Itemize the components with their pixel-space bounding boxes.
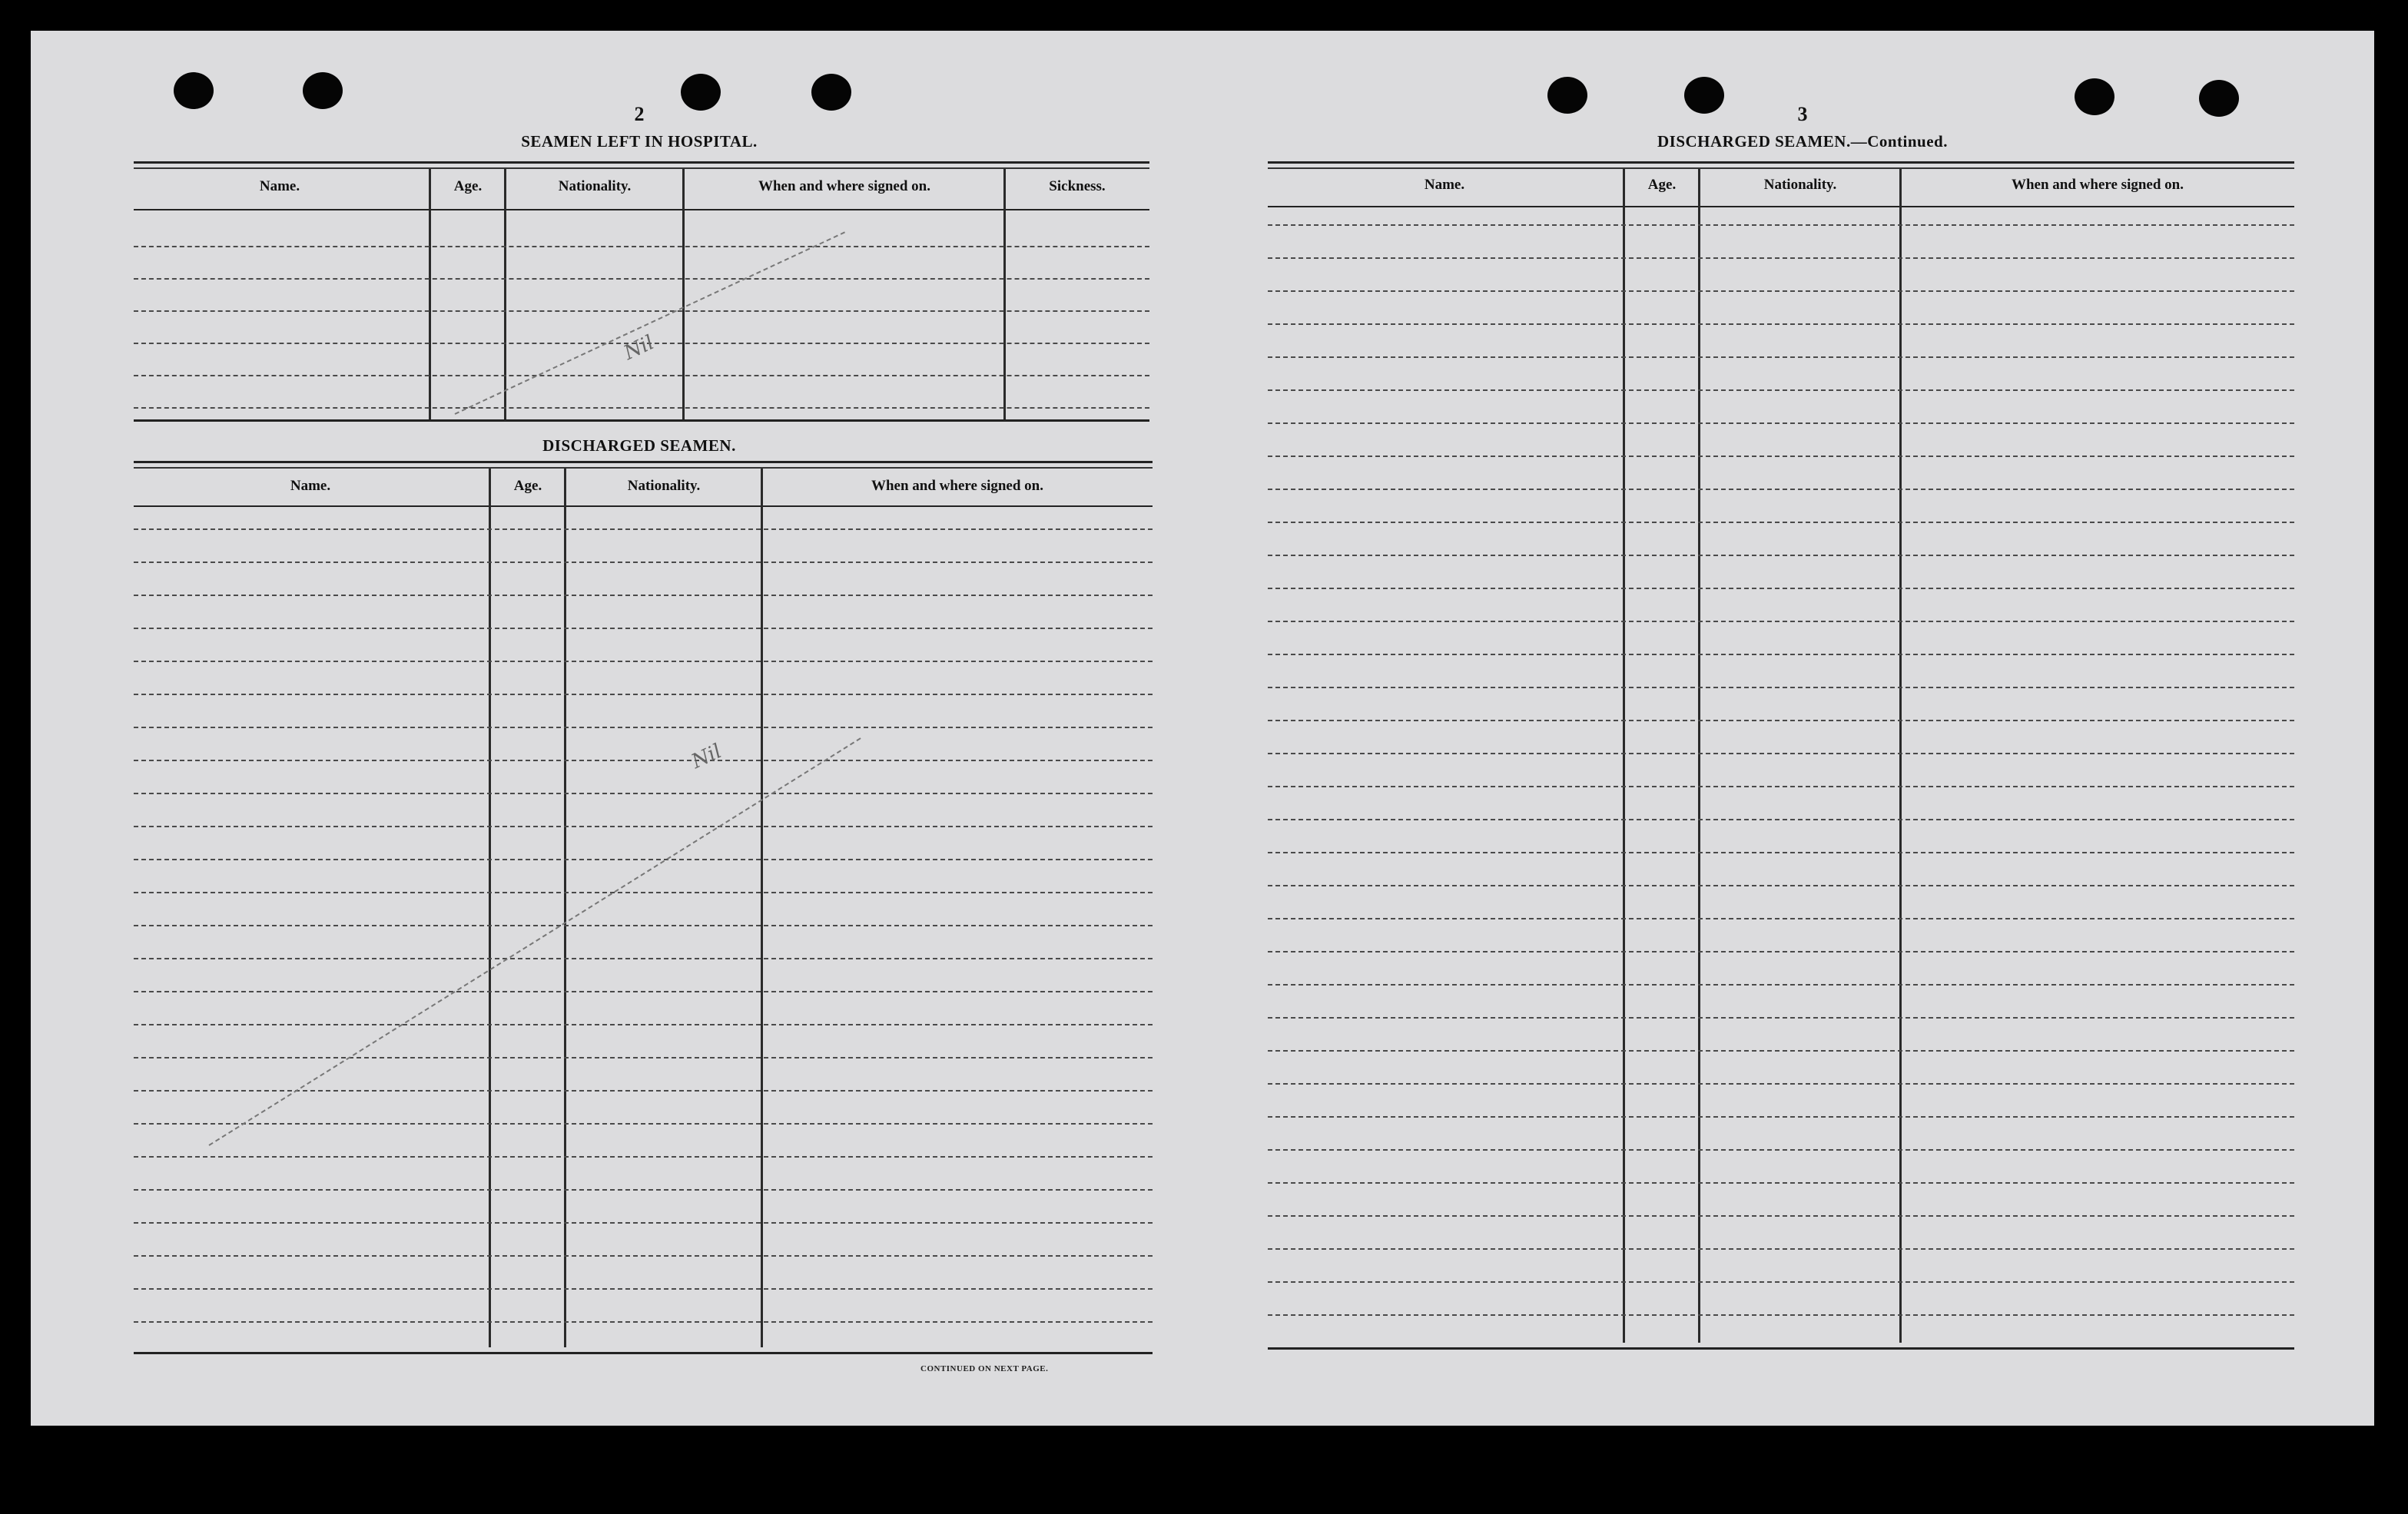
ruled-line xyxy=(134,859,1153,860)
column-header-signed-on: When and where signed on. xyxy=(871,478,1043,494)
ruled-line xyxy=(134,1057,1153,1058)
hospital-table xyxy=(134,161,1149,422)
ruled-line xyxy=(134,1222,1153,1224)
ruled-line xyxy=(1268,1182,2294,1184)
ruled-line xyxy=(134,1156,1153,1158)
ruled-line xyxy=(134,991,1153,992)
column-header-name: Name. xyxy=(259,178,300,194)
ruled-line xyxy=(1268,1149,2294,1151)
ruled-line xyxy=(1268,1314,2294,1316)
discharged-section-title: DISCHARGED SEAMEN. xyxy=(542,436,736,455)
ruled-line xyxy=(1268,323,2294,325)
ruled-line xyxy=(134,1090,1153,1092)
column-header-age: Age. xyxy=(1647,177,1677,193)
ruled-line xyxy=(134,760,1153,761)
ruled-line xyxy=(1268,1281,2294,1283)
right-page xyxy=(1265,69,2328,1390)
continued-note: CONTINUED ON NEXT PAGE. xyxy=(920,1364,1049,1373)
ruled-line xyxy=(1268,852,2294,853)
ruled-line xyxy=(134,727,1153,728)
page-number: 3 xyxy=(1797,103,1808,125)
ruled-line xyxy=(134,1288,1153,1290)
ruled-line xyxy=(1268,1248,2294,1250)
ruled-line xyxy=(1268,356,2294,358)
column-header-nationality: Nationality. xyxy=(627,478,701,494)
ruled-line xyxy=(134,1255,1153,1257)
ruled-line xyxy=(134,595,1153,596)
ruled-line xyxy=(1268,918,2294,919)
ruled-line xyxy=(134,1024,1153,1025)
strike-through-line xyxy=(455,231,845,414)
ruled-line xyxy=(1268,1050,2294,1052)
ruled-line xyxy=(134,694,1153,695)
ruled-line xyxy=(1268,621,2294,622)
ruled-line xyxy=(1268,1083,2294,1085)
ruled-line xyxy=(1268,1017,2294,1019)
ruled-line xyxy=(1268,1215,2294,1217)
column-header-signed-on: When and where signed on. xyxy=(758,178,930,194)
column-header-age: Age. xyxy=(513,478,542,494)
column-header-name: Name. xyxy=(1424,177,1465,193)
ruled-line xyxy=(1268,257,2294,259)
column-header-sickness: Sickness. xyxy=(1049,178,1106,194)
discharged-table xyxy=(134,461,1153,1360)
handwritten-nil: Nil xyxy=(620,331,658,365)
ruled-line xyxy=(1268,389,2294,391)
ruled-line xyxy=(134,528,1153,530)
hospital-section-title: SEAMEN LEFT IN HOSPITAL. xyxy=(521,132,758,151)
ruled-line xyxy=(134,1189,1153,1191)
ruled-line xyxy=(1268,290,2294,292)
left-page xyxy=(101,69,1154,1390)
discharged-continued-table xyxy=(1268,161,2294,1360)
ruled-line xyxy=(1268,720,2294,721)
ruled-line xyxy=(134,826,1153,827)
ruled-line xyxy=(134,1123,1153,1125)
ruled-line xyxy=(1268,819,2294,820)
ruled-line xyxy=(134,562,1153,563)
ruled-line xyxy=(1268,885,2294,886)
ruled-line xyxy=(134,925,1153,926)
column-header-age: Age. xyxy=(453,178,483,194)
ruled-line xyxy=(1268,522,2294,523)
ruled-line xyxy=(134,1321,1153,1323)
ruled-line xyxy=(1268,224,2294,226)
ruled-line xyxy=(134,892,1153,893)
ruled-line xyxy=(134,793,1153,794)
strike-through-line xyxy=(208,737,861,1146)
ruled-line xyxy=(1268,1116,2294,1118)
ruled-line xyxy=(1268,456,2294,457)
column-header-signed-on: When and where signed on. xyxy=(2011,177,2184,193)
right-section-title: DISCHARGED SEAMEN.—Continued. xyxy=(1657,132,1948,151)
ruled-line xyxy=(1268,555,2294,556)
ruled-line xyxy=(1268,984,2294,986)
ruled-line xyxy=(134,661,1153,662)
ruled-line xyxy=(134,958,1153,959)
page-number: 2 xyxy=(634,103,645,125)
ruled-line xyxy=(1268,753,2294,754)
ruled-line xyxy=(1268,654,2294,655)
scanned-sheet xyxy=(31,31,2374,1426)
column-header-name: Name. xyxy=(290,478,331,494)
ruled-line xyxy=(1268,687,2294,688)
column-header-nationality: Nationality. xyxy=(558,178,632,194)
ruled-line xyxy=(1268,588,2294,589)
ruled-line xyxy=(1268,422,2294,424)
column-header-nationality: Nationality. xyxy=(1763,177,1837,193)
ruled-line xyxy=(1268,951,2294,952)
handwritten-nil: Nil xyxy=(688,740,725,774)
ruled-line xyxy=(134,628,1153,629)
ruled-line xyxy=(1268,786,2294,787)
ruled-line xyxy=(1268,489,2294,490)
